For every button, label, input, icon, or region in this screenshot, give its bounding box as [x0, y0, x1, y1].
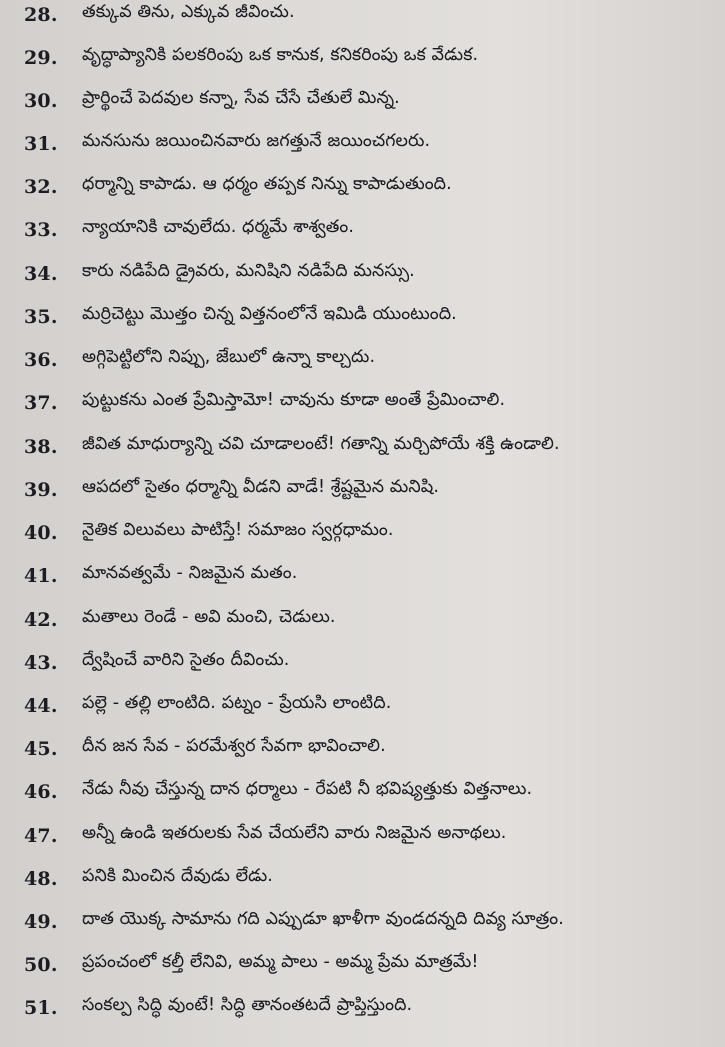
list-item: [0, 563, 725, 603]
list-item: [0, 2, 725, 42]
list-item: [0, 866, 725, 906]
item-number: 45.: [24, 738, 58, 760]
item-number: 31.: [24, 133, 58, 155]
item-text: మానవత్వమే - నిజమైన మతం.: [82, 563, 298, 583]
item-number: 40.: [24, 522, 58, 544]
item-text: ఆపదలో సైతం ధర్మాన్ని వీడని వాడే! శ్రేష్టమైన మనిషి.: [82, 477, 439, 497]
list-item: [0, 607, 725, 647]
list-item: [0, 779, 725, 819]
item-number: 37.: [24, 392, 58, 414]
item-number: 39.: [24, 479, 58, 501]
item-number: 30.: [24, 90, 58, 112]
list-item: [0, 434, 725, 474]
list-item: [0, 261, 725, 301]
item-text: వృద్ధాప్యానికి పలకరింపు ఒక కానుక, కనికరింపు ఒక వేడుక.: [82, 45, 479, 65]
item-text: న్యాయానికి చావులేదు. ధర్మమే శాశ్వతం.: [82, 217, 355, 237]
item-text: పల్లె - తల్లి లాంటిది. పట్నం - ప్రేయసి లాంటిది.: [82, 693, 392, 713]
item-number: 38.: [24, 436, 58, 458]
item-text: దాత యొక్క సామాను గది ఎప్పుడూ ఖాళీగా వుండదన్నది దివ్య సూత్రం.: [82, 909, 564, 929]
item-number: 46.: [24, 781, 58, 803]
list-item: [0, 174, 725, 214]
item-text: ప్రార్థించే పెదవుల కన్నా, సేవ చేసే చేతులే మిన్న.: [82, 88, 400, 108]
item-number: 34.: [24, 263, 58, 285]
item-text: కారు నడిపేది డ్రైవరు, మనిషిని నడిపేది మనస్సు.: [82, 261, 415, 281]
item-text: మతాలు రెండే - అవి మంచి, చెడులు.: [82, 607, 336, 627]
item-text: ప్రపంచంలో కల్తీ లేనివి, అమ్మ పాలు - అమ్మ ప్రేమ మాత్రమే!: [82, 952, 479, 972]
list-item: [0, 995, 725, 1035]
item-number: 48.: [24, 868, 58, 890]
item-text: తక్కువ తిను, ఎక్కువ జీవించు.: [82, 2, 295, 22]
item-number: 42.: [24, 609, 58, 631]
item-number: 33.: [24, 219, 58, 241]
item-text: నైతిక విలువలు పాటిస్తే! సమాజం స్వర్గధామం.: [82, 520, 394, 540]
item-number: 44.: [24, 695, 58, 717]
list-item: [0, 347, 725, 387]
item-text: దీన జన సేవ - పరమేశ్వర సేవగా భావించాలి.: [82, 736, 386, 756]
item-text: నేడు నీవు చేస్తున్న దాన ధర్మాలు - రేపటి నీ భవిష్యత్తుకు విత్తనాలు.: [82, 779, 533, 799]
item-number: 47.: [24, 825, 58, 847]
list-item: [0, 650, 725, 690]
item-text: సంకల్ప సిద్ధి వుంటే! సిద్ధి తానంతటదే ప్రాప్తిస్తుంది.: [82, 995, 413, 1015]
item-number: 29.: [24, 47, 58, 69]
item-number: 49.: [24, 911, 58, 933]
list-item: [0, 736, 725, 776]
list-item: [0, 909, 725, 949]
item-number: 41.: [24, 565, 58, 587]
list-item: [0, 477, 725, 517]
list-item: [0, 131, 725, 171]
item-text: అగ్గిపెట్టిలోని నిప్పు, జేబులో ఉన్నా కాల్చదు.: [82, 347, 376, 367]
item-text: అన్నీ ఉండి ఇతరులకు సేవ చేయలేని వారు నిజమైన అనాథలు.: [82, 823, 507, 843]
item-number: 43.: [24, 652, 58, 674]
list-item: [0, 520, 725, 560]
list-item: [0, 304, 725, 344]
item-text: ద్వేషించే వారిని సైతం దీవించు.: [82, 650, 290, 670]
list-item: [0, 693, 725, 733]
item-text: ధర్మాన్ని కాపాడు. ఆ ధర్మం తప్పక నిన్ను కాపాడుతుంది.: [82, 174, 452, 194]
item-text: మనసును జయించినవారు జగత్తునే జయించగలరు.: [82, 131, 431, 151]
list-item: [0, 823, 725, 863]
item-number: 32.: [24, 176, 58, 198]
list-item: [0, 45, 725, 85]
item-number: 50.: [24, 954, 58, 976]
item-number: 51.: [24, 997, 58, 1019]
item-text: పుట్టుకను ఎంత ప్రేమిస్తామో! చావును కూడా అంతే ప్రేమించాలి.: [82, 390, 506, 410]
list-item: [0, 88, 725, 128]
item-number: 28.: [24, 4, 58, 26]
list-item: [0, 390, 725, 430]
item-number: 36.: [24, 349, 58, 371]
item-text: మర్రిచెట్టు మొత్తం చిన్న విత్తనంలోనే ఇమిడి యుంటుంది.: [82, 304, 457, 324]
list-item: [0, 952, 725, 992]
list-item: [0, 217, 725, 257]
item-text: పనికి మించిన దేవుడు లేడు.: [82, 866, 273, 886]
item-number: 35.: [24, 306, 58, 328]
item-text: జీవిత మాధుర్యాన్ని చవి చూడాలంటే! గతాన్ని మర్చిపోయే శక్తి ఉండాలి.: [82, 434, 560, 454]
